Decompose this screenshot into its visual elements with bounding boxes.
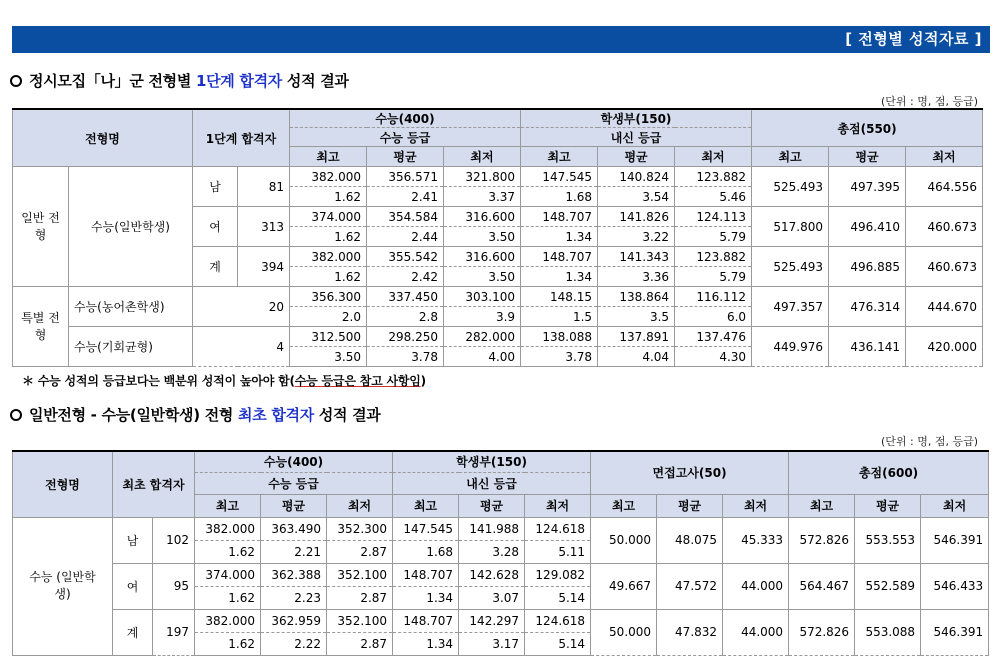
- gender-label: 계: [193, 247, 238, 287]
- header-min: 최저: [921, 494, 989, 517]
- gender-label: 여: [193, 207, 238, 247]
- hs-grade: 3.22: [598, 227, 675, 247]
- csat-grade: 3.50: [444, 267, 521, 287]
- footnote-text: ＊ 수능 성적의 등급보다는 백분위 성적이 높아야 함(: [22, 374, 295, 388]
- section1-unit: (단위 : 명, 점, 등급): [880, 95, 978, 108]
- group-label: 수능 (일반학생): [13, 517, 113, 655]
- csat-score: 352.100: [327, 563, 393, 586]
- hs-score: 142.628: [459, 563, 525, 586]
- interview-score: 44.000: [723, 563, 789, 609]
- header-min: 최저: [675, 147, 752, 167]
- hs-score: 147.545: [393, 517, 459, 540]
- hs-grade: 4.04: [598, 347, 675, 367]
- footnote: [22, 372, 426, 389]
- csat-grade: 1.62: [290, 267, 367, 287]
- csat-grade: 2.87: [327, 586, 393, 609]
- csat-score: 382.000: [290, 247, 367, 267]
- csat-score: 354.584: [367, 207, 444, 227]
- hs-score: 148.707: [521, 247, 598, 267]
- count-value: 197: [153, 609, 195, 655]
- csat-score: 382.000: [290, 167, 367, 187]
- bullet-circle-icon: [10, 409, 22, 421]
- hs-score: 141.826: [598, 207, 675, 227]
- hs-grade: 3.5: [598, 307, 675, 327]
- hs-score: 148.15: [521, 287, 598, 307]
- table-row: [13, 517, 989, 540]
- hs-score: 123.882: [675, 247, 752, 267]
- csat-score: 352.300: [327, 517, 393, 540]
- csat-score: 382.000: [195, 609, 261, 632]
- total-score: 464.556: [906, 167, 983, 207]
- table-row: [13, 563, 989, 586]
- csat-score: 282.000: [444, 327, 521, 347]
- header-min: 최저: [525, 494, 591, 517]
- header-csat-grade: 수능 등급: [195, 472, 393, 494]
- hs-grade: 6.0: [675, 307, 752, 327]
- total-score: 553.088: [855, 609, 921, 655]
- group-label-special: 특별 전형: [13, 287, 69, 367]
- csat-score: 363.490: [261, 517, 327, 540]
- track-label: 수능(농어촌학생): [69, 287, 193, 327]
- footnote-underlined: 수능 등급은 참고 사항임: [294, 374, 421, 388]
- track-label: 수능(일반학생): [69, 167, 193, 287]
- csat-score: 382.000: [195, 517, 261, 540]
- hs-score: 138.088: [521, 327, 598, 347]
- csat-grade: 2.0: [290, 307, 367, 327]
- csat-score: 374.000: [290, 207, 367, 227]
- total-score: 460.673: [906, 247, 983, 287]
- hs-grade: 1.68: [393, 540, 459, 563]
- csat-grade: 1.62: [290, 187, 367, 207]
- hs-score: 147.545: [521, 167, 598, 187]
- gender-label: 남: [193, 167, 238, 207]
- header-total: 총점(600): [789, 451, 989, 494]
- header-min: 최저: [906, 147, 983, 167]
- csat-grade: 1.62: [195, 586, 261, 609]
- hs-grade: 5.11: [525, 540, 591, 563]
- total-score: 525.493: [752, 247, 829, 287]
- group-label-general: 일반 전형: [13, 167, 69, 287]
- csat-score: 362.959: [261, 609, 327, 632]
- csat-grade: 2.21: [261, 540, 327, 563]
- hs-grade: 5.14: [525, 586, 591, 609]
- hs-grade: 5.79: [675, 227, 752, 247]
- hs-score: 124.113: [675, 207, 752, 227]
- header-max: 최고: [591, 494, 657, 517]
- total-score: 572.826: [789, 517, 855, 563]
- total-score: 436.141: [829, 327, 906, 367]
- total-score: 525.493: [752, 167, 829, 207]
- total-score: 420.000: [906, 327, 983, 367]
- hs-score: 124.618: [525, 609, 591, 632]
- interview-score: 47.832: [657, 609, 723, 655]
- section2-title-post: 성적 결과: [313, 406, 381, 424]
- interview-score: 50.000: [591, 517, 657, 563]
- interview-score: 49.667: [591, 563, 657, 609]
- total-score: 460.673: [906, 207, 983, 247]
- bullet-circle-icon: [10, 75, 22, 87]
- section2-title: [10, 404, 381, 425]
- header-csat-grade: 수능 등급: [290, 128, 521, 147]
- header-max: 최고: [789, 494, 855, 517]
- hs-grade: 3.36: [598, 267, 675, 287]
- hs-score: 148.707: [393, 563, 459, 586]
- total-score: 546.391: [921, 609, 989, 655]
- count-value: 4: [193, 327, 290, 367]
- csat-grade: 2.22: [261, 632, 327, 655]
- csat-score: 298.250: [367, 327, 444, 347]
- header-max: 최고: [290, 147, 367, 167]
- count-value: 95: [153, 563, 195, 609]
- table-row: [13, 609, 989, 632]
- csat-grade: 3.37: [444, 187, 521, 207]
- csat-grade: 2.41: [367, 187, 444, 207]
- csat-score: 355.542: [367, 247, 444, 267]
- table-row: [13, 327, 983, 347]
- hs-score: 148.707: [521, 207, 598, 227]
- header-hs: 학생부(150): [521, 109, 752, 128]
- hs-score: 142.297: [459, 609, 525, 632]
- csat-grade: 1.62: [195, 540, 261, 563]
- hs-grade: 1.5: [521, 307, 598, 327]
- section2-title-highlight: 최초 합격자: [238, 406, 314, 424]
- count-value: 313: [238, 207, 290, 247]
- count-value: 81: [238, 167, 290, 207]
- hs-score: 141.343: [598, 247, 675, 267]
- header-max: 최고: [521, 147, 598, 167]
- section1-title-highlight: 1단계 합격자: [195, 72, 282, 90]
- csat-score: 321.800: [444, 167, 521, 187]
- hs-grade: 1.34: [393, 632, 459, 655]
- section1-title-pre: 정시모집「나」군 전형별: [29, 72, 196, 90]
- header-min: 최저: [327, 494, 393, 517]
- header-min: 최저: [444, 147, 521, 167]
- section1-title-post: 성적 결과: [281, 72, 349, 90]
- total-score: 552.589: [855, 563, 921, 609]
- total-score: 517.800: [752, 207, 829, 247]
- total-score: 444.670: [906, 287, 983, 327]
- hs-score: 137.891: [598, 327, 675, 347]
- count-value: 102: [153, 517, 195, 563]
- header-avg: 평균: [855, 494, 921, 517]
- hs-grade: 1.34: [521, 267, 598, 287]
- hs-grade: 5.14: [525, 632, 591, 655]
- csat-grade: 1.62: [195, 632, 261, 655]
- count-value: 394: [238, 247, 290, 287]
- header-hs-grade: 내신 등급: [521, 128, 752, 147]
- header-count: 최초 합격자: [113, 451, 195, 517]
- section2-title-pre: 일반전형 - 수능(일반학생) 전형: [29, 406, 239, 424]
- csat-grade: 2.87: [327, 540, 393, 563]
- table-initial-admit-results: [12, 450, 989, 656]
- gender-label: 계: [113, 609, 153, 655]
- total-score: 496.885: [829, 247, 906, 287]
- table-row: [13, 287, 983, 307]
- hs-score: 129.082: [525, 563, 591, 586]
- header-max: 최고: [752, 147, 829, 167]
- header-hs-grade: 내신 등급: [393, 472, 591, 494]
- header-interview: 면접고사(50): [591, 451, 789, 494]
- total-score: 553.553: [855, 517, 921, 563]
- total-score: 476.314: [829, 287, 906, 327]
- count-value: 20: [193, 287, 290, 327]
- hs-score: 137.476: [675, 327, 752, 347]
- hs-grade: 4.30: [675, 347, 752, 367]
- csat-score: 356.571: [367, 167, 444, 187]
- total-score: 497.395: [829, 167, 906, 207]
- csat-grade: 3.50: [444, 227, 521, 247]
- hs-grade: 1.34: [521, 227, 598, 247]
- interview-score: 48.075: [657, 517, 723, 563]
- csat-grade: 2.42: [367, 267, 444, 287]
- header-hs: 학생부(150): [393, 451, 591, 472]
- interview-score: 50.000: [591, 609, 657, 655]
- csat-score: 312.500: [290, 327, 367, 347]
- header-avg: 평균: [598, 147, 675, 167]
- hs-score: 148.707: [393, 609, 459, 632]
- hs-score: 124.618: [525, 517, 591, 540]
- footnote-close: ): [420, 374, 426, 388]
- csat-score: 337.450: [367, 287, 444, 307]
- header-avg: 평균: [261, 494, 327, 517]
- gender-label: 여: [113, 563, 153, 609]
- csat-grade: 4.00: [444, 347, 521, 367]
- page-banner: [ 전형별 성적자료 ]: [12, 26, 990, 53]
- total-score: 496.410: [829, 207, 906, 247]
- csat-grade: 1.62: [290, 227, 367, 247]
- hs-grade: 3.28: [459, 540, 525, 563]
- csat-grade: 3.78: [367, 347, 444, 367]
- hs-score: 140.824: [598, 167, 675, 187]
- header-avg: 평균: [829, 147, 906, 167]
- hs-score: 116.112: [675, 287, 752, 307]
- total-score: 449.976: [752, 327, 829, 367]
- gender-label: 남: [113, 517, 153, 563]
- hs-score: 141.988: [459, 517, 525, 540]
- hs-score: 123.882: [675, 167, 752, 187]
- csat-score: 374.000: [195, 563, 261, 586]
- csat-score: 362.388: [261, 563, 327, 586]
- total-score: 564.467: [789, 563, 855, 609]
- csat-score: 316.600: [444, 247, 521, 267]
- header-avg: 평균: [657, 494, 723, 517]
- header-avg: 평균: [459, 494, 525, 517]
- table-row: [13, 167, 983, 187]
- table1-body: [13, 167, 983, 367]
- hs-grade: 5.79: [675, 267, 752, 287]
- total-score: 497.357: [752, 287, 829, 327]
- hs-grade: 3.78: [521, 347, 598, 367]
- section1-title: [10, 70, 349, 91]
- header-avg: 평균: [367, 147, 444, 167]
- track-label: 수능(기회균형): [69, 327, 193, 367]
- header-count: 1단계 합격자: [193, 109, 290, 167]
- header-max: 최고: [195, 494, 261, 517]
- csat-grade: 3.9: [444, 307, 521, 327]
- total-score: 572.826: [789, 609, 855, 655]
- total-score: 546.391: [921, 517, 989, 563]
- hs-score: 138.864: [598, 287, 675, 307]
- total-score: 546.433: [921, 563, 989, 609]
- csat-grade: 3.50: [290, 347, 367, 367]
- header-csat: 수능(400): [195, 451, 393, 472]
- header-name: 전형명: [13, 109, 193, 167]
- hs-grade: 1.34: [393, 586, 459, 609]
- header-min: 최저: [723, 494, 789, 517]
- interview-score: 47.572: [657, 563, 723, 609]
- table2-body: [13, 517, 989, 655]
- csat-score: 356.300: [290, 287, 367, 307]
- csat-grade: 2.8: [367, 307, 444, 327]
- table-first-stage-results: [12, 108, 983, 367]
- hs-grade: 1.68: [521, 187, 598, 207]
- hs-grade: 3.17: [459, 632, 525, 655]
- csat-score: 316.600: [444, 207, 521, 227]
- csat-score: 352.100: [327, 609, 393, 632]
- hs-grade: 3.07: [459, 586, 525, 609]
- header-name: 전형명: [13, 451, 113, 517]
- hs-grade: 3.54: [598, 187, 675, 207]
- csat-grade: 2.44: [367, 227, 444, 247]
- csat-score: 303.100: [444, 287, 521, 307]
- section2-unit: (단위 : 명, 점, 등급): [880, 435, 978, 448]
- csat-grade: 2.87: [327, 632, 393, 655]
- header-csat: 수능(400): [290, 109, 521, 128]
- interview-score: 44.000: [723, 609, 789, 655]
- hs-grade: 5.46: [675, 187, 752, 207]
- csat-grade: 2.23: [261, 586, 327, 609]
- interview-score: 45.333: [723, 517, 789, 563]
- header-total: 총점(550): [752, 109, 983, 147]
- header-max: 최고: [393, 494, 459, 517]
